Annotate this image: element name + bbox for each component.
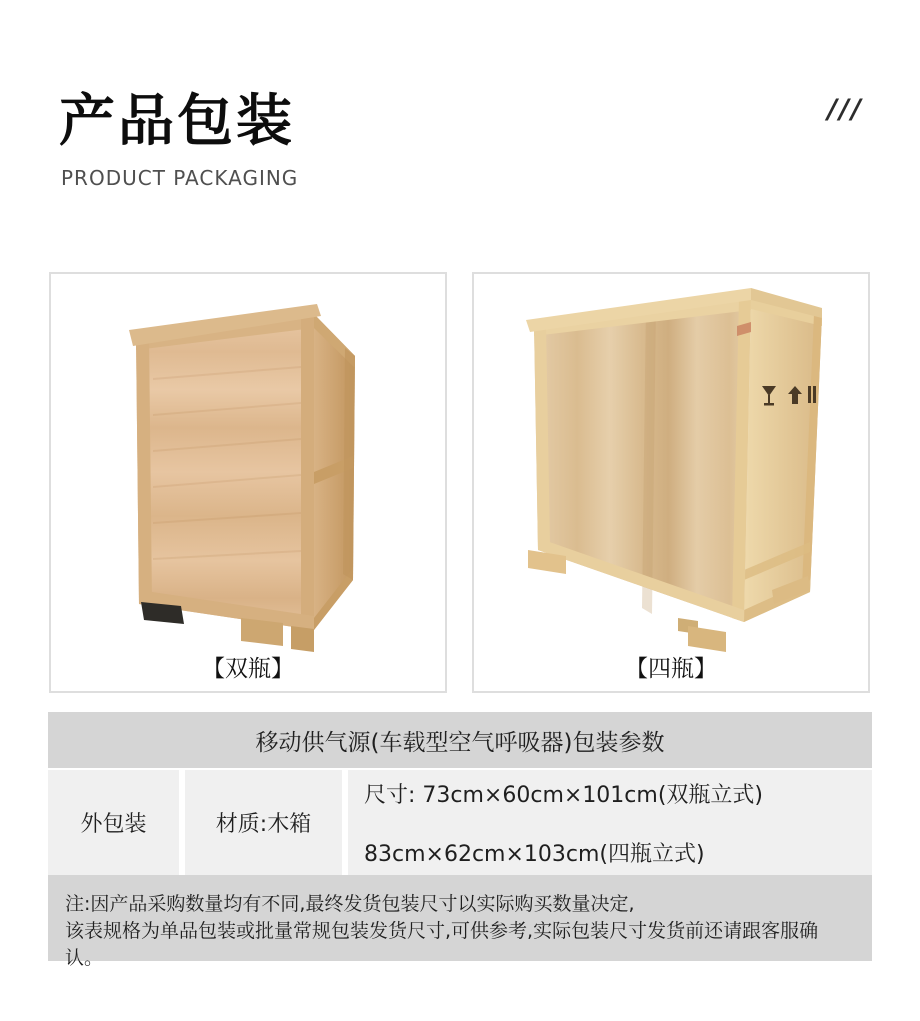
crate-side-face	[314, 314, 355, 630]
crate-side-face	[744, 297, 822, 622]
crate-label-double-bottle: 【双瓶】	[202, 656, 294, 682]
slashes-decoration-icon: ///	[827, 94, 863, 125]
crate-front-face	[534, 297, 751, 622]
image-panel-four-bottle	[472, 272, 870, 693]
spec-cell-category: 外包装	[48, 770, 179, 875]
spec-cell-dimensions	[348, 770, 872, 875]
crate-label-four-bottle: 【四瓶】	[625, 656, 717, 682]
spec-cell-material: 材质:木箱	[185, 770, 342, 875]
note-line-2: 该表规格为单品包装或批量常规包装发货尺寸,可供参考,实际包装尺寸发货前还请跟客服确认。	[65, 920, 819, 969]
page-subtitle: PRODUCT PACKAGING	[61, 166, 299, 190]
packaging-note	[48, 875, 872, 969]
note-line-1: 注:因产品采购数量均有不同,最终发货包装尺寸以实际购买数量决定,	[65, 893, 635, 915]
page-title: 产品包装	[59, 89, 295, 154]
spec-table-row	[48, 770, 872, 875]
wooden-crate-four-bottle-photo	[474, 274, 870, 664]
image-panel-double-bottle	[49, 272, 447, 693]
spec-table-title: 移动供气源(车载型空气呼吸器)包装参数	[48, 712, 872, 768]
crate-front-face	[136, 314, 314, 630]
wooden-crate-double-bottle-photo	[51, 274, 445, 664]
dimensions-line-four: 83cm×62cm×103cm(四瓶立式)	[364, 841, 705, 867]
dimensions-line-double: 尺寸: 73cm×60cm×101cm(双瓶立式)	[364, 782, 763, 808]
